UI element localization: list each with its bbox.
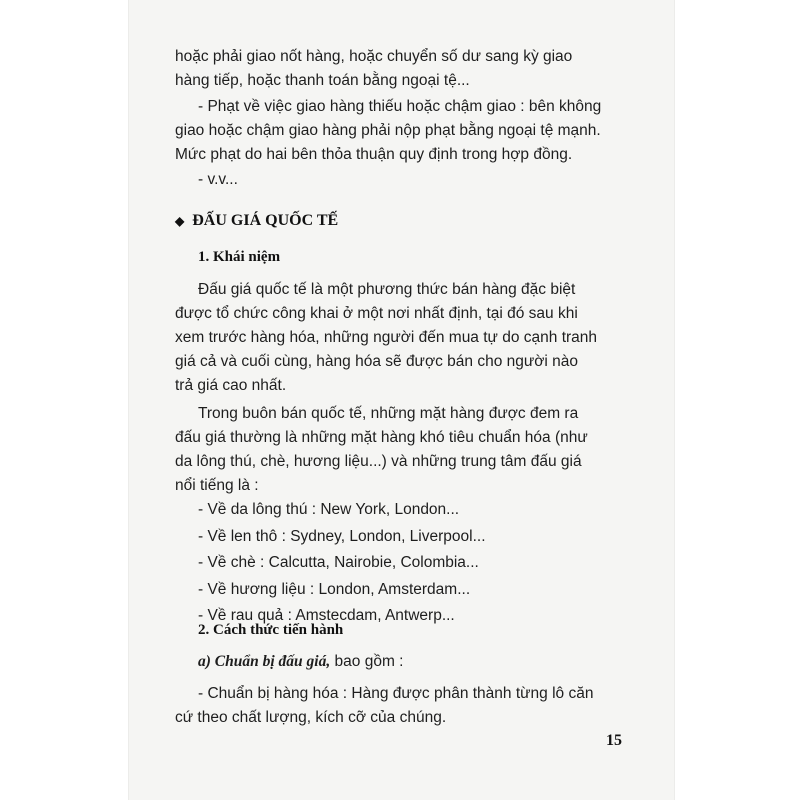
- text-line: da lông thú, chè, hương liệu...) và những trung tâm đấu giá: [175, 453, 582, 470]
- section-title: ĐẤU GIÁ QUỐC TẾ: [192, 212, 339, 229]
- text-line: hàng tiếp, hoặc thanh toán bằng ngoại tệ...: [175, 72, 470, 89]
- text-line: - Phạt về việc giao hàng thiếu hoặc chậm giao : bên không: [198, 98, 602, 115]
- list-item: - Về chè : Calcutta, Nairobie, Colombia...: [198, 554, 479, 571]
- subsection-label: a) Chuẩn bị đấu giá,: [198, 653, 331, 670]
- text-line: giá cả và cuối cùng, hàng hóa sẽ được bán cho người nào: [175, 353, 579, 370]
- diamond-bullet-icon: ◆: [175, 214, 185, 228]
- subheading: 2. Cách thức tiến hành: [198, 622, 344, 638]
- list-item: - Về rau quả : Amstecdam, Antwerp...: [198, 607, 455, 624]
- text-line: Đấu giá quốc tế là một phương thức bán hàng đặc biệt: [198, 281, 576, 298]
- subheading: 1. Khái niệm: [198, 249, 281, 265]
- text-line: cứ theo chất lượng, kích cỡ của chúng.: [175, 709, 447, 726]
- list-item: - Về hương liệu : London, Amsterdam...: [198, 581, 471, 598]
- subsection-rest: bao gồm :: [330, 653, 404, 670]
- text-line: đấu giá thường là những mặt hàng khó tiêu chuẩn hóa (như: [175, 429, 588, 446]
- text-line: - v.v...: [198, 171, 238, 188]
- text-line: giao hoặc chậm giao hàng phải nộp phạt bằng ngoại tệ mạnh.: [175, 122, 601, 139]
- text-line: xem trước hàng hóa, những người đến mua tự do cạnh tranh: [175, 329, 598, 346]
- text-line: Trong buôn bán quốc tế, những mặt hàng được đem ra: [198, 405, 579, 422]
- text-line: Mức phạt do hai bên thỏa thuận quy định trong hợp đồng.: [175, 146, 573, 163]
- section-heading: [175, 212, 338, 230]
- book-page: [128, 0, 675, 800]
- text-line: được tổ chức công khai ở một nơi nhất định, tại đó sau khi: [175, 305, 578, 322]
- text-line: nổi tiếng là :: [175, 477, 259, 494]
- text-line: trả giá cao nhất.: [175, 377, 287, 394]
- subsection-line: [198, 653, 403, 671]
- list-item: - Về da lông thú : New York, London...: [198, 501, 460, 518]
- text-line: - Chuẩn bị hàng hóa : Hàng được phân thành từng lô căn: [198, 685, 594, 702]
- list-item: - Về len thô : Sydney, London, Liverpool...: [198, 528, 486, 545]
- text-line: hoặc phải giao nốt hàng, hoặc chuyển số dư sang kỳ giao: [175, 48, 573, 65]
- page-number: 15: [606, 732, 622, 749]
